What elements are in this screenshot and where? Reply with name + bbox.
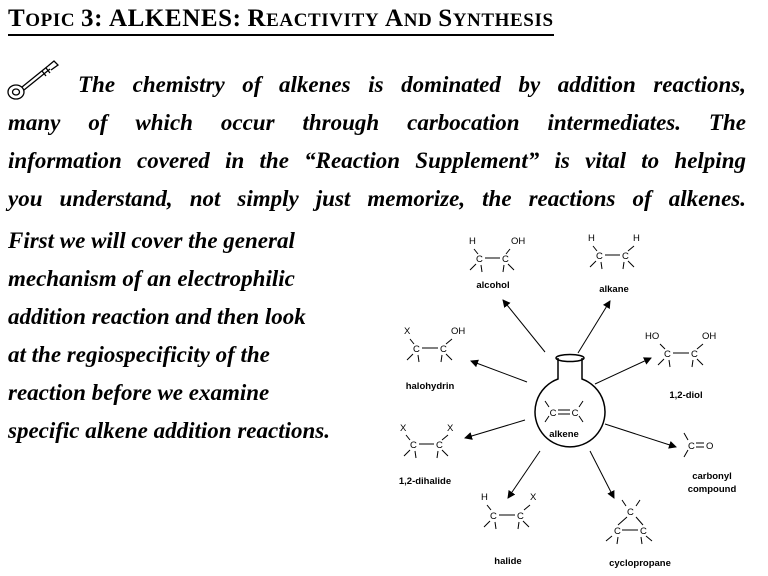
svg-text:C: C (571, 408, 579, 419)
intro-line: information covered in the “Reaction Supplement” is vital to helping (8, 148, 746, 173)
intro-line: The chemistry of alkenes is dominated by addition reactions, (78, 72, 746, 97)
svg-text:alcohol: alcohol (476, 280, 510, 291)
svg-text:OH: OH (451, 326, 466, 337)
svg-text:C: C (502, 254, 509, 265)
svg-text:X: X (447, 423, 454, 434)
svg-text:H: H (481, 492, 488, 503)
svg-text:C: C (627, 507, 634, 518)
svg-text:C: C (436, 440, 443, 451)
side-line: specific alkene addition reactions. (8, 418, 330, 443)
page-title: TOPIC 3: ALKENES: REACTIVITY AND SYNTHESIS (8, 6, 554, 36)
intro-line: many of which occur through carbocation intermediates. The (8, 110, 746, 135)
side-line: reaction before we examine (8, 380, 270, 405)
center-alkene (545, 401, 583, 440)
svg-text:X: X (404, 326, 411, 337)
side-line: at the regiospecificity of the (8, 342, 270, 367)
svg-text:compound: compound (687, 484, 737, 495)
halide-product (481, 492, 537, 567)
svg-text:OH: OH (702, 331, 717, 342)
svg-text:H: H (588, 233, 595, 244)
svg-text:C: C (640, 526, 647, 537)
alcohol-product (469, 236, 525, 291)
svg-text:C: C (476, 254, 483, 265)
svg-text:C: C (410, 440, 417, 451)
svg-text:alkane: alkane (599, 284, 629, 295)
svg-text:X: X (400, 423, 407, 434)
svg-text:C: C (517, 511, 524, 522)
svg-text:C: C (596, 251, 603, 262)
svg-text:OH: OH (511, 236, 526, 247)
side-paragraph (8, 222, 388, 450)
halohydrin-product (404, 326, 465, 392)
svg-text:1,2-diol: 1,2-diol (669, 390, 703, 401)
svg-text:O: O (706, 441, 714, 452)
side-line: addition reaction and then look (8, 304, 306, 329)
svg-text:C: C (614, 526, 621, 537)
cyclopropane-product (606, 500, 671, 569)
svg-text:C: C (490, 511, 497, 522)
reaction-arrows (465, 300, 676, 498)
side-line: First we will cover the general (8, 228, 295, 253)
svg-text:halide: halide (494, 556, 522, 567)
alkene-reaction-diagram (380, 225, 768, 576)
svg-text:C: C (440, 344, 447, 355)
side-line: mechanism of an electrophilic (8, 266, 295, 291)
svg-text:H: H (633, 233, 640, 244)
svg-text:C: C (622, 251, 629, 262)
svg-text:C: C (691, 349, 698, 360)
svg-text:1,2-dihalide: 1,2-dihalide (398, 476, 452, 487)
svg-text:HO: HO (645, 331, 660, 342)
diol-product (645, 331, 716, 401)
svg-text:cyclopropane: cyclopropane (609, 558, 671, 569)
svg-text:X: X (530, 492, 537, 503)
svg-text:C: C (413, 344, 420, 355)
svg-text:C: C (688, 441, 695, 452)
intro-line: you understand, not simply just memorize, the reactions of alkenes. (8, 186, 746, 211)
svg-text:halohydrin: halohydrin (405, 381, 455, 392)
carbonyl-product (684, 433, 736, 495)
alkane-product (588, 233, 640, 295)
svg-text:C: C (549, 408, 557, 419)
svg-text:H: H (469, 236, 476, 247)
intro-paragraph (8, 66, 746, 218)
svg-text:C: C (664, 349, 671, 360)
svg-text:carbonyl: carbonyl (692, 471, 732, 482)
dihalide-product (399, 423, 454, 487)
alkene-label: alkene (549, 429, 579, 440)
